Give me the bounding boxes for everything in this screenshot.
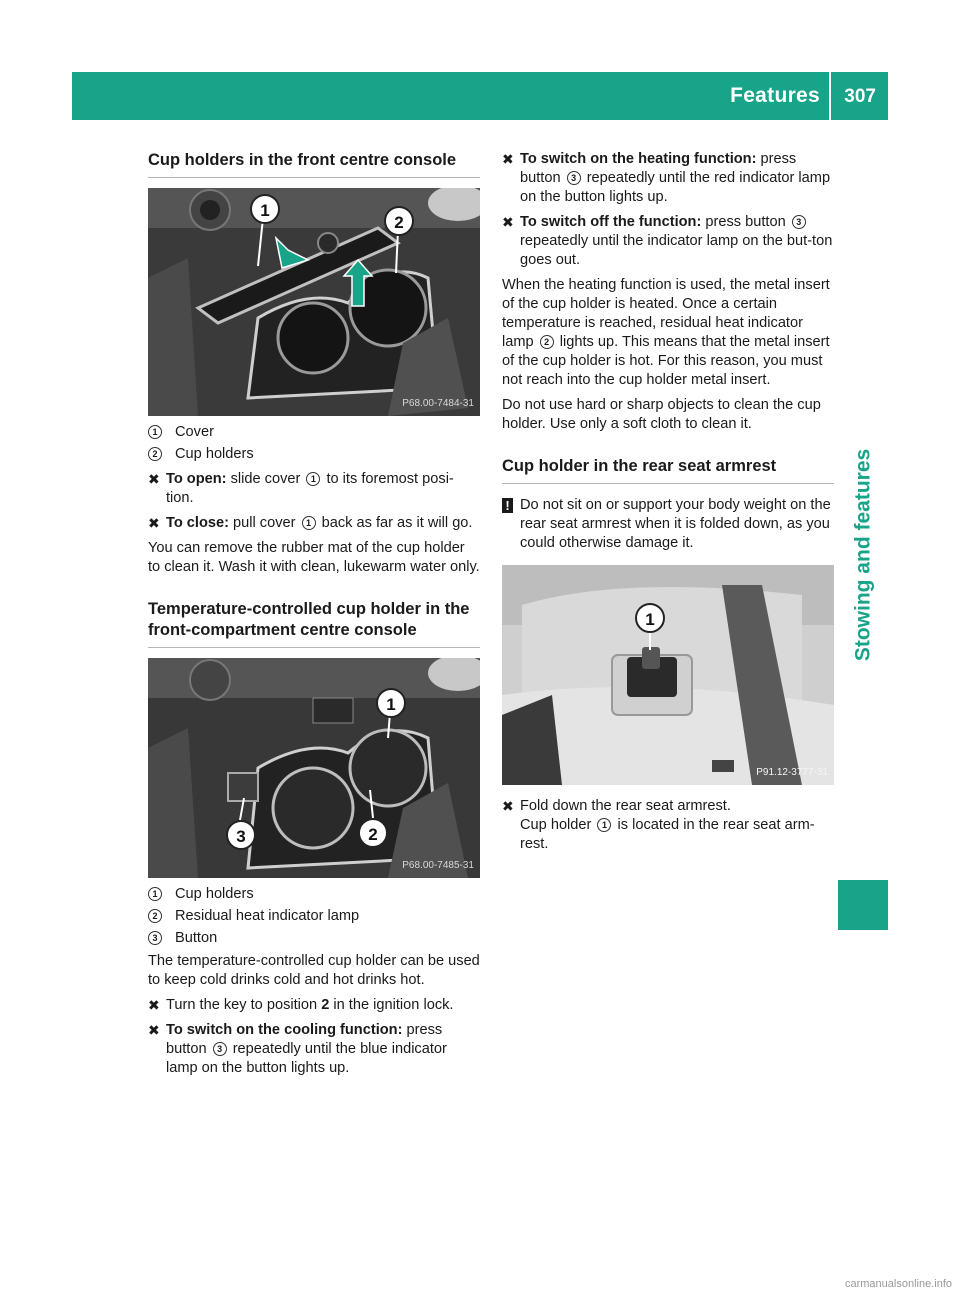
legend-text: Button [175, 930, 218, 946]
step-arrow-icon: ✖ [148, 1022, 160, 1038]
step-lead: To switch on the cooling function: [166, 1022, 403, 1038]
step-arrow-icon: ✖ [148, 997, 160, 1013]
step-text: repeatedly until the red indicator lamp on the button lights up. [520, 170, 831, 205]
callout-1: 1 [250, 194, 280, 224]
step-text: to its foremost posi-tion. [166, 471, 454, 506]
figure-rear-armrest [502, 565, 834, 785]
warning-text: Do not sit on or support your body weight on the rear seat armrest when it is folded down, as you could otherwise damage it. [520, 497, 831, 551]
warning-icon: ! [502, 498, 513, 513]
step-arrow-icon: ✖ [148, 471, 160, 487]
step-text: press button [701, 214, 790, 230]
paragraph-intro: The temperature-controlled cup holder can be used to keep cold drinks cold and hot drinks hot. [148, 953, 480, 988]
callout-1: 1 [635, 603, 665, 633]
legend-text: Cup holders [175, 446, 254, 462]
warning-note [502, 496, 834, 553]
legend-text: Cup holders [175, 886, 254, 902]
ref-number: 3 [792, 215, 806, 229]
legend-number: 3 [148, 931, 162, 945]
legend-item [148, 907, 480, 926]
callout-3: 3 [226, 820, 256, 850]
note-text: lights up. This means that the metal insert of the cup holder is hot. For this reason, you must not reach into the cup holder metal insert. [502, 334, 830, 388]
right-column [502, 150, 834, 854]
step-text: back as far as it will go. [317, 515, 473, 531]
legend-number: 2 [148, 447, 162, 461]
header-title: Features [730, 84, 820, 107]
figure-code: P68.00-7485-31 [402, 860, 474, 871]
step-off [502, 213, 834, 270]
step-lead: To switch on the heating function: [520, 151, 757, 167]
section-title-rear-armrest: Cup holder in the rear seat armrest [502, 456, 834, 484]
step-text: press button [520, 151, 797, 186]
legend-text: Residual heat indicator lamp [175, 908, 360, 924]
step-text: Turn the key to position [166, 997, 322, 1013]
side-tab [838, 310, 888, 800]
step-text: Cup holder [520, 817, 596, 833]
step-cooling [148, 1021, 480, 1078]
side-tab-block [838, 880, 888, 930]
callout-1: 1 [376, 688, 406, 718]
step-text: pull cover [228, 515, 300, 531]
figure-front-console [148, 188, 480, 416]
console-illustration [148, 188, 480, 416]
step-text: in the ignition lock. [329, 997, 454, 1013]
legend-item [148, 445, 480, 464]
figure-temp-console [148, 658, 480, 878]
callout-2: 2 [384, 206, 414, 236]
step-text: slide cover [226, 471, 305, 487]
header-separator [829, 72, 831, 120]
step-text: is located in the rear seat arm-rest. [520, 817, 815, 852]
figure-code: P68.00-7484-31 [402, 398, 474, 409]
ref-number: 3 [213, 1042, 227, 1056]
side-tab-label: Stowing and features [851, 448, 875, 662]
step-text: press button [166, 1022, 443, 1057]
page-header [72, 72, 888, 120]
paragraph-clean-note: Do not use hard or sharp objects to clean the cup holder. Use only a soft cloth to clean it. [502, 397, 821, 432]
step-arrow-icon: ✖ [502, 798, 514, 814]
legend-item [148, 423, 480, 442]
section-title-cup-holders: Cup holders in the front centre console [148, 150, 480, 178]
legend-text: Cover [175, 424, 214, 440]
paragraph-heating-note [502, 276, 834, 390]
ref-number: 1 [597, 818, 611, 832]
step-heating [502, 150, 834, 207]
step-open [148, 470, 480, 508]
ref-number: 3 [567, 171, 581, 185]
step-arrow-icon: ✖ [148, 515, 160, 531]
ref-number: 1 [306, 472, 320, 486]
step-lead: To switch off the function: [520, 214, 702, 230]
step-text: Fold down the rear seat armrest. [520, 798, 731, 814]
step-key [148, 996, 480, 1015]
legend-number: 1 [148, 887, 162, 901]
callout-2: 2 [358, 818, 388, 848]
figure-code: P91.12-3777-31 [756, 767, 828, 778]
watermark: carmanualsonline.info [844, 1278, 952, 1290]
key-position: 2 [321, 997, 330, 1013]
step-close [148, 514, 480, 533]
step-fold [502, 797, 834, 854]
temp-console-illustration [148, 658, 480, 878]
step-text: repeatedly until the indicator lamp on the but-ton goes out. [520, 233, 833, 268]
step-arrow-icon: ✖ [502, 214, 514, 230]
step-text: repeatedly until the blue indicator lamp on the button lights up. [166, 1041, 447, 1076]
step-lead: To close: [166, 515, 229, 531]
legend-item [148, 929, 480, 948]
legend-list [148, 885, 480, 948]
legend-list [148, 423, 480, 464]
paragraph-rubber-mat: You can remove the rubber mat of the cup holder to clean it. Wash it with clean, lukewarm water only. [148, 540, 480, 575]
section-title-temp-controlled: Temperature-controlled cup holder in the front-compartment centre console [148, 599, 480, 648]
note-text: When the heating function is used, the metal insert of the cup holder is heated. Once a certain temperature is reached, residual heat indicator lamp [502, 277, 830, 350]
ref-number: 1 [302, 516, 316, 530]
legend-number: 2 [148, 909, 162, 923]
legend-item [148, 885, 480, 904]
page-number: 307 [844, 86, 876, 107]
step-lead: To open: [166, 471, 227, 487]
left-column [148, 150, 480, 1078]
legend-number: 1 [148, 425, 162, 439]
step-arrow-icon: ✖ [502, 151, 514, 167]
ref-number: 2 [540, 335, 554, 349]
rear-armrest-illustration [502, 565, 834, 785]
